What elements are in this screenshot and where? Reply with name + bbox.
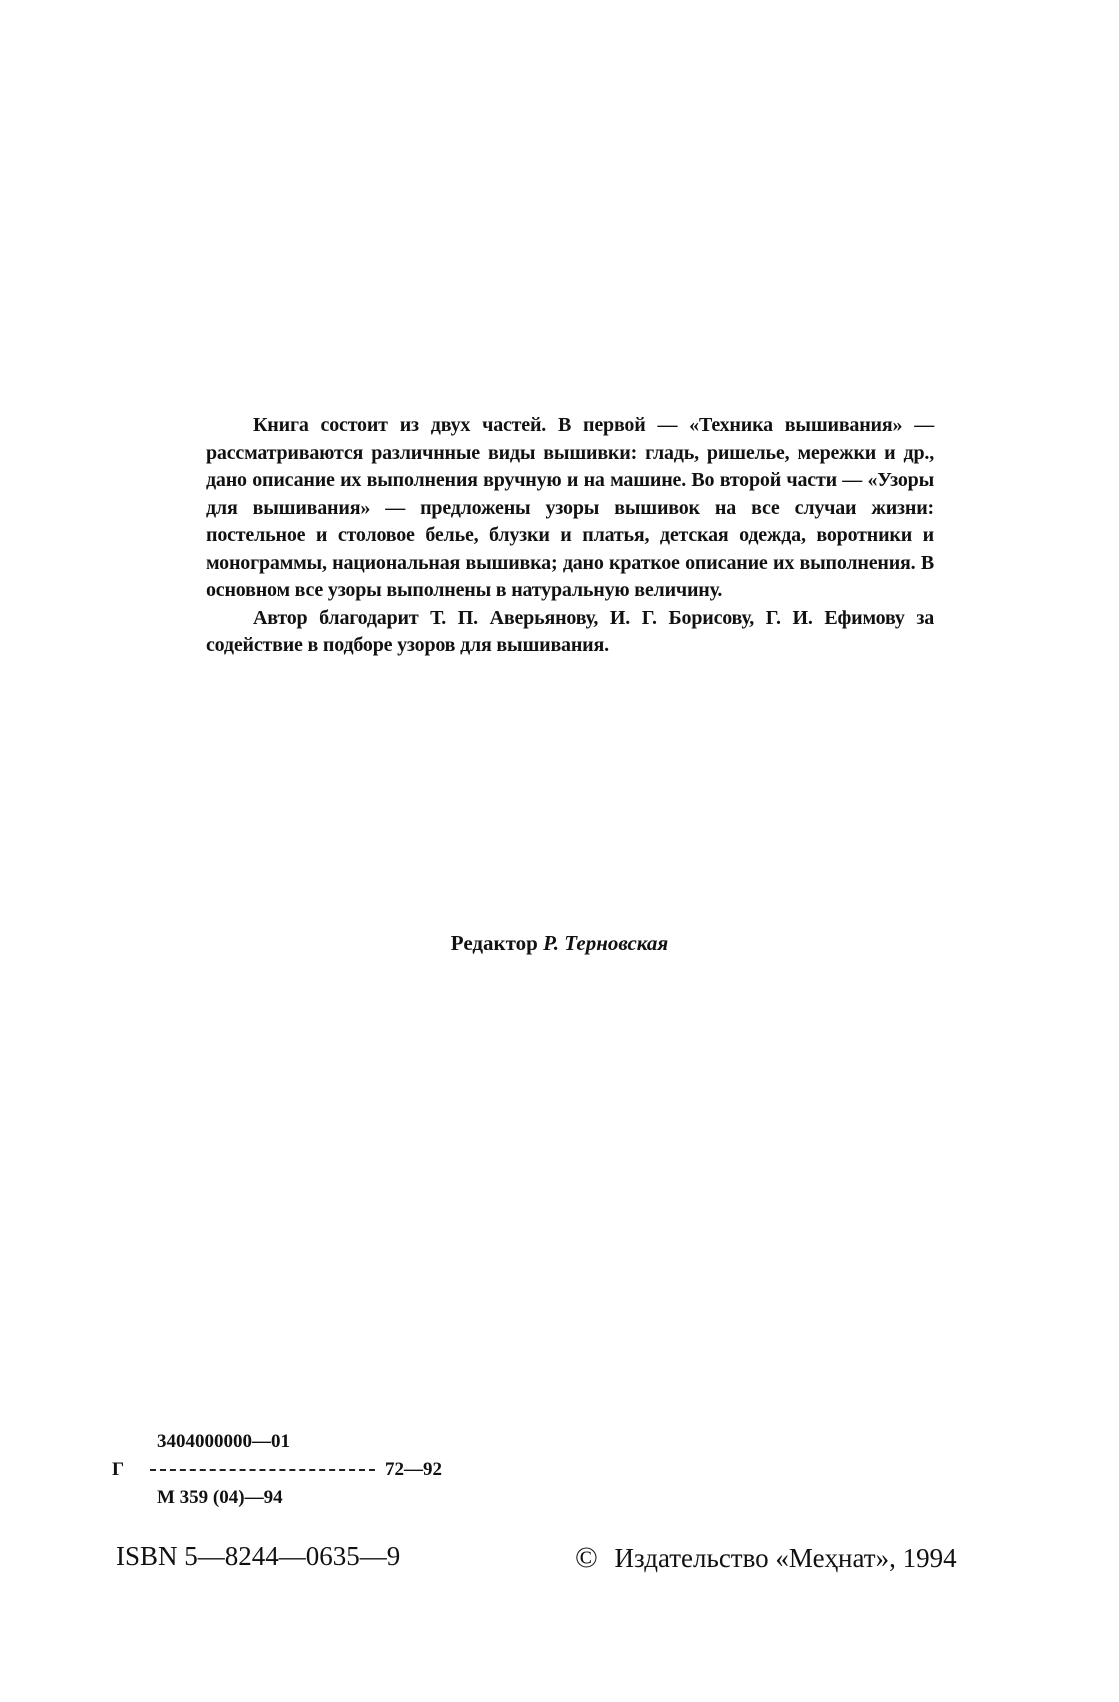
catalog-dashed-rule (150, 1469, 375, 1471)
copyright-icon: © (575, 1541, 598, 1574)
catalog-index (112, 1428, 442, 1512)
catalog-top-line: 3404000000—01 (157, 1431, 290, 1452)
catalog-right-code: 72—92 (385, 1459, 442, 1480)
catalog-letter: Г (112, 1459, 125, 1480)
catalog-middle-line (112, 1456, 442, 1484)
editor-label: Редактор (450, 931, 538, 955)
book-annotation (206, 412, 934, 660)
editor-name: Р. Терновская (543, 931, 669, 955)
isbn-number: ISBN 5—8244—0635—9 (116, 1541, 401, 1571)
annotation-paragraph-2: Автор благодарит Т. П. Аверьянову, И. Г. Борисову, Г. И. Ефимову за содействие в подборе узоров для вышивания. (206, 606, 934, 656)
copyright-notice (575, 1541, 957, 1575)
editor-credit (0, 931, 1119, 956)
annotation-paragraph-1: Книга состоит из двух частей. В первой — «Техника вышивания» — рассматриваются различнные виды вышивки: гладь, ришелье, мережки и др., дано описание их выполнения вручную и на машине. Во второй части — «Узоры для вышивания» — предложены узоры вышивок на все случаи жизни: постельное и столовое белье, блузки и платья, детская одежда, воротники и монограммы, национальная вышивка; дано краткое описание их выполнения. В основном все узоры выполнены в натуральную величину. (206, 414, 934, 601)
catalog-bottom-line: М 359 (04)—94 (157, 1487, 283, 1508)
publisher-text: Издательство «Меҳнат», 1994 (614, 1543, 957, 1573)
